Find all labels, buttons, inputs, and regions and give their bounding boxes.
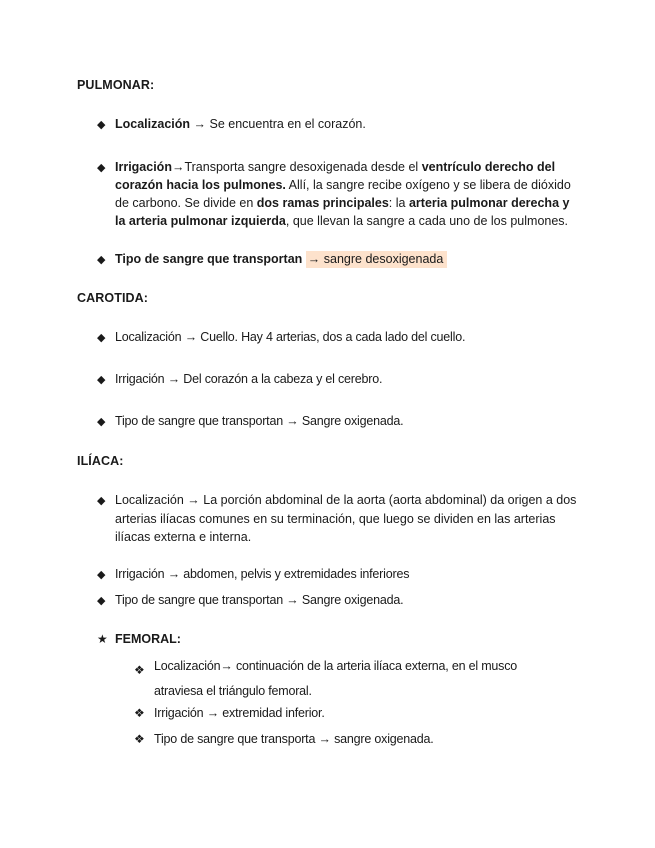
arrow-icon: → [171,160,185,174]
pulmonar-localizacion [97,116,577,133]
value: sangre desoxigenada [323,252,444,266]
diamond-bullet-icon: ◆ [97,119,106,131]
star-bullet-icon: ★ [97,632,108,646]
diamond-bullet-icon: ◆ [97,416,106,428]
carotida-irrigacion [97,371,577,388]
diamond-bullet-icon: ◆ [97,332,106,344]
cross-bullet-icon: ❖ [134,663,145,677]
value-bold: arteria pulmonar derecha y la arteria pulmonar izquierda [115,196,570,228]
value-bold: ventrículo derecho del corazón hacia los pulmones. [115,160,556,192]
arrow-icon: → [286,414,299,428]
femoral-tipo-sangre [134,731,554,748]
pulmonar-tipo-sangre [97,251,577,268]
value: Sangre oxigenada. [301,414,404,428]
arrow-icon: → [184,330,197,344]
value: La porción abdominal de la aorta (aorta abdominal) da origen a dos arterias ilíacas comunes en su terminación, que luego se dividen en las arterias ilíacas externa e interna. [115,493,577,544]
section-heading-carotida: CAROTIDA: [77,291,149,305]
value: Allí, la sangre recibe oxígeno y se libera de dióxido de carbono. Se divide en [115,178,571,210]
diamond-bullet-icon: ◆ [97,495,106,507]
value: extremidad inferior. [222,706,325,720]
diamond-bullet-icon: ◆ [97,254,106,266]
femoral-localizacion [134,654,554,704]
label: Tipo de sangre que transportan [115,593,283,607]
femoral-heading [97,631,577,648]
label: Localización [154,659,221,673]
section-heading-pulmonar: PULMONAR: [77,78,155,92]
femoral-irrigacion [134,705,554,722]
label: Irrigación [115,372,165,386]
highlighted-value [306,251,448,268]
value: abdomen, pelvis y extremidades inferiores [183,567,410,581]
diamond-bullet-icon: ◆ [97,595,106,607]
section-heading-femoral: FEMORAL: [115,632,181,646]
label: Tipo de sangre que transportan [115,252,303,266]
value: continuación de la arteria ilíaca externa, en el musco atraviesa el triángulo femoral. [154,659,518,698]
arrow-icon: → [187,493,200,507]
cross-bullet-icon: ❖ [134,706,145,720]
label: Localización [115,330,182,344]
diamond-bullet-icon: ◆ [97,569,106,581]
diamond-bullet-icon: ◆ [97,374,106,386]
label: Tipo de sangre que transporta [154,732,316,746]
carotida-localizacion [97,329,577,346]
label: Irrigación [115,567,165,581]
value: Cuello. Hay 4 arterias, dos a cada lado del cuello. [200,330,466,344]
arrow-icon: → [286,593,299,607]
label: Irrigación [115,160,172,174]
value: Transporta sangre desoxigenada desde el [184,160,419,174]
value: Se encuentra en el corazón. [209,117,366,131]
value: sangre oxigenada. [334,732,434,746]
arrow-icon: → [307,252,321,266]
arrow-icon: → [318,732,331,746]
label: Localización [115,117,191,131]
value: Del corazón a la cabeza y el cerebro. [183,372,383,386]
section-heading-iliaca: ILÍACA: [77,454,124,468]
cross-bullet-icon: ❖ [134,732,145,746]
arrow-icon: → [206,706,220,720]
value: , que llevan la sangre a cada uno de los pulmones. [285,214,569,228]
arrow-icon: → [167,372,181,386]
label: Tipo de sangre que transportan [115,414,283,428]
label: Irrigación [154,706,204,720]
diamond-bullet-icon: ◆ [97,162,106,174]
value: : la [388,196,406,210]
value-bold: dos ramas principales [256,196,389,210]
iliaca-tipo-sangre [97,592,577,609]
value: Sangre oxigenada. [301,593,404,607]
pulmonar-irrigacion [97,158,577,230]
arrow-icon: → [193,117,207,131]
arrow-icon: → [220,659,233,673]
carotida-tipo-sangre [97,413,577,430]
iliaca-localizacion [97,491,577,547]
iliaca-irrigacion [97,566,577,583]
arrow-icon: → [167,567,181,581]
label: Localización [115,493,184,507]
